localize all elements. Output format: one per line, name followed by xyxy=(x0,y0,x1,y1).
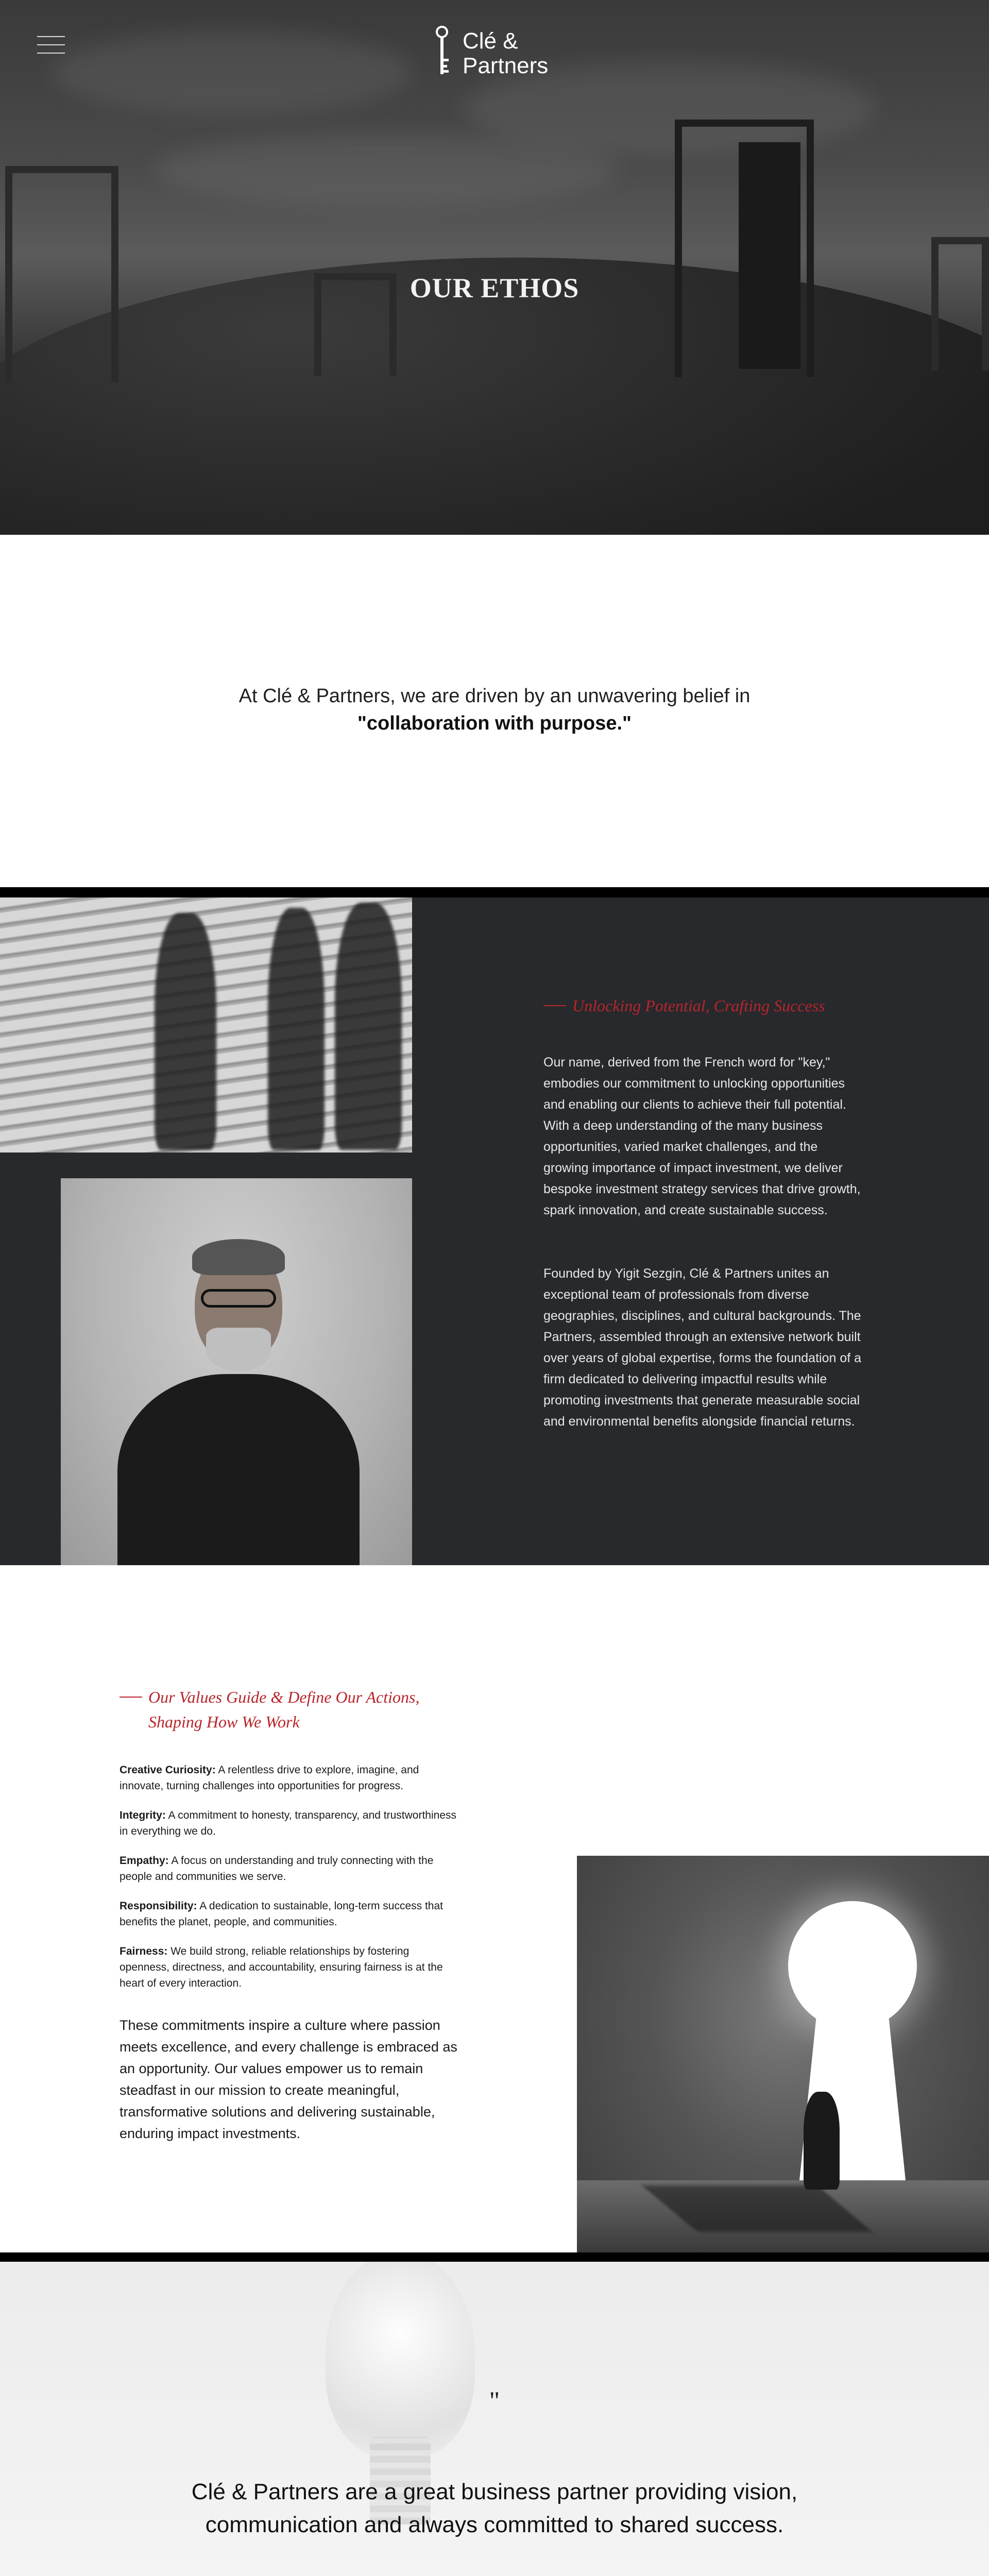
value-desc: We build strong, reliable relationships by fostering openness, directness, and accountability, ensuring fairness is at the heart of every interaction. xyxy=(120,1945,443,1989)
values-closing-paragraph: These commitments inspire a culture where passion meets excellence, and every challenge is embraced as an opportunity. Our values empower us to remain steadfast in our mission to create meaningful, transformative solutions and delivering sustainable, enduring impact investments. xyxy=(120,2018,457,2141)
portrait-hair xyxy=(192,1239,285,1275)
value-desc: A commitment to honesty, transparency, and trustworthiness in everything we do. xyxy=(120,1809,457,1837)
belief-line1: At Clé & Partners, we are driven by an unwavering belief in xyxy=(238,685,751,707)
portrait-glasses xyxy=(201,1289,276,1308)
section-divider xyxy=(0,887,989,897)
value-term: Creative Curiosity: xyxy=(120,1764,216,1776)
hero-door-panel xyxy=(739,142,800,369)
belief-statement xyxy=(0,685,989,735)
walking-figure xyxy=(155,913,216,1150)
portrait-jacket xyxy=(117,1374,360,1565)
hero-cloud xyxy=(52,31,412,113)
belief-line2: "collaboration with purpose." xyxy=(357,713,632,734)
value-term: Responsibility: xyxy=(120,1900,197,1912)
values-eyebrow-line2: Shaping How We Work xyxy=(148,1713,300,1731)
about-eyebrow xyxy=(543,993,825,1018)
hero-door-frame xyxy=(675,120,814,377)
value-term: Fairness: xyxy=(120,1945,168,1957)
site-logo[interactable] xyxy=(433,25,556,81)
value-desc: A dedication to sustainable, long-term success that benefits the planet, people, and communities. xyxy=(120,1900,443,1928)
logo-line1: Clé & xyxy=(463,28,518,54)
section-divider xyxy=(0,2252,989,2262)
values-eyebrow-line1: Our Values Guide & Define Our Actions, xyxy=(148,1688,420,1706)
eyebrow-dash xyxy=(120,1697,142,1698)
portrait-beard xyxy=(206,1328,271,1371)
value-item xyxy=(120,1943,459,1991)
value-item xyxy=(120,1807,459,1839)
walking-people-image xyxy=(0,897,412,1153)
person-silhouette xyxy=(804,2092,840,2190)
hero-door-frame xyxy=(931,237,989,371)
about-eyebrow-text: Unlocking Potential, Crafting Success xyxy=(572,996,825,1015)
value-term: Integrity: xyxy=(120,1809,166,1821)
logo-line2: Partners xyxy=(463,53,549,78)
hero-title: OUR ETHOS xyxy=(410,273,579,303)
values-list xyxy=(120,1762,459,2005)
hero-section xyxy=(0,0,989,535)
lightbulb-image xyxy=(326,2262,475,2458)
value-desc: A focus on understanding and truly connecting with the people and communities we serve. xyxy=(120,1855,434,1883)
walking-figure xyxy=(335,903,402,1150)
walking-figure xyxy=(268,908,325,1150)
about-section xyxy=(0,897,989,1565)
hero-cloud xyxy=(155,134,618,206)
values-eyebrow xyxy=(120,1685,449,1734)
value-item xyxy=(120,1898,459,1930)
about-paragraph-2: Founded by Yigit Sezgin, Clé & Partners unites an exceptional team of professionals from diverse geographies, disciplines, and cultural backgrounds. The Partners, assembled through an extensive network built over years of global expertise, forms the foundation of a firm dedicated to delivering impactful results while promoting investments that generate measurable social and environmental benefits alongside financial returns. xyxy=(543,1266,862,1429)
value-item xyxy=(120,1762,459,1794)
founder-portrait-image xyxy=(61,1178,412,1565)
hamburger-menu-icon[interactable] xyxy=(37,36,65,55)
value-desc: A relentless drive to explore, imagine, and innovate, turning challenges into opportunities for progress. xyxy=(120,1764,419,1792)
value-item xyxy=(120,1853,459,1885)
keyhole-image xyxy=(577,1856,989,2252)
testimonial-section xyxy=(0,2262,989,2576)
logo-wordmark xyxy=(463,29,548,78)
eyebrow-dash xyxy=(543,1005,566,1006)
testimonial-quote: Clé & Partners are a great business partner providing vision, communication and always committed to shared success. xyxy=(191,2479,798,2537)
value-term: Empathy: xyxy=(120,1855,169,1867)
quote-mark-icon: " xyxy=(489,2386,500,2415)
about-paragraph-1: Our name, derived from the French word for "key," embodies our commitment to unlocking opportunities and enabling our clients to achieve their full potential. With a deep understanding of the many business opportunities, varied market challenges, and the growing importance of impact investment, we deliver bespoke investment strategy services that drive growth, spark innovation, and create sustainable success. xyxy=(543,1055,861,1217)
key-logo-icon xyxy=(433,25,451,76)
